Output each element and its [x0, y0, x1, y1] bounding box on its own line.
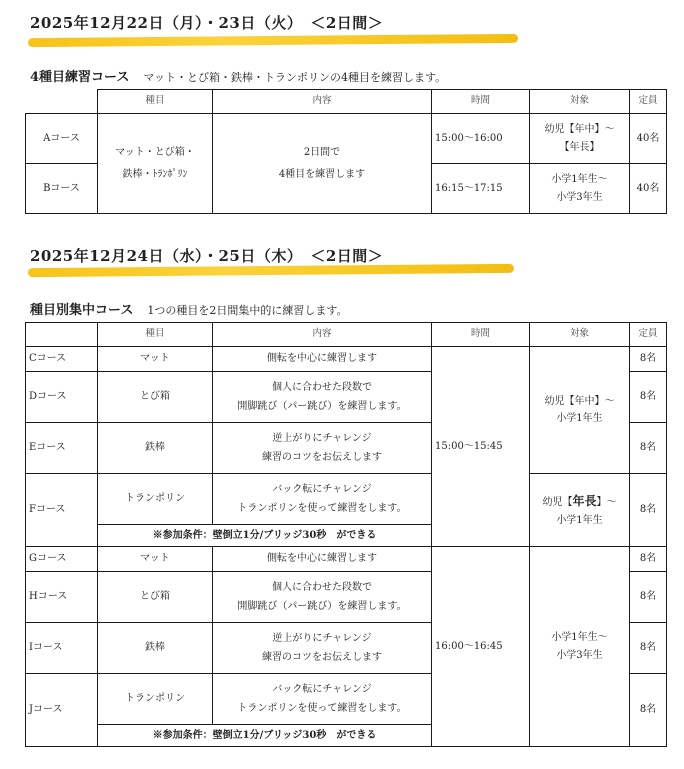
- course-j: Jコース: [26, 674, 98, 747]
- content-d-line-1: 個人に合わせた段数で: [272, 381, 372, 393]
- header-content: 内容: [213, 90, 432, 114]
- section1-subhead: [30, 66, 446, 85]
- section2-header-row: [26, 323, 667, 347]
- content-f-line-2: トランポリンを使って練習をします。: [237, 503, 407, 514]
- event-g: マット: [98, 547, 213, 572]
- header-time: 時間: [432, 90, 530, 114]
- time-a: 15:00～16:00: [432, 114, 530, 164]
- event-c: マット: [98, 347, 213, 372]
- section1-header-row: [26, 90, 667, 114]
- header-capacity: 定員: [630, 90, 667, 114]
- content-h: [213, 572, 432, 623]
- content-j-line-1: バック転にチャレンジ: [272, 683, 372, 695]
- event-e: 鉄棒: [98, 423, 213, 474]
- content-f: [213, 474, 432, 525]
- content-d-line-2: 開脚跳び（パー跳び）を練習します。: [237, 401, 407, 412]
- capacity-e: 8名: [630, 423, 667, 474]
- target-f-line-2: 小学1年生: [556, 514, 603, 526]
- section2-subhead: [30, 299, 347, 318]
- content-cell: [213, 114, 432, 214]
- target-cde-line-1: 幼児【年中】～: [544, 395, 615, 407]
- target-a: [530, 114, 630, 164]
- content-h-line-2: 開脚跳び（パー跳び）を練習します。: [237, 601, 407, 612]
- capacity-h: 8名: [630, 572, 667, 623]
- target-a-line-1: 幼児【年中】～: [544, 124, 615, 135]
- content-g: 側転を中心に練習します: [213, 547, 432, 572]
- target-group-b-line-1: 小学1年生～: [551, 632, 608, 643]
- content-line-1: 2日間で: [303, 146, 341, 158]
- target-f: [530, 474, 630, 547]
- target-group-b-line-2: 小学3年生: [556, 649, 603, 661]
- target-b: [530, 164, 630, 214]
- course-b: Bコース: [26, 164, 98, 214]
- time-group-b: 16:00～16:45: [432, 547, 530, 747]
- content-e-line-1: 逆上がりにチャレンジ: [272, 432, 372, 444]
- header-course: [26, 90, 98, 114]
- section1-highlight: [28, 34, 518, 47]
- event-i: 鉄棒: [98, 623, 213, 674]
- event-h: とび箱: [98, 572, 213, 623]
- header-course: [26, 323, 98, 347]
- condition-note-f: ※参加条件：壁倒立1分/ブリッジ30秒 ができる: [98, 525, 432, 547]
- content-d: [213, 372, 432, 423]
- time-b: 16:15～17:15: [432, 164, 530, 214]
- target-cde-line-2: 小学1年生: [556, 413, 603, 424]
- header-target: 対象: [530, 323, 630, 347]
- target-f-line-1: [530, 493, 629, 510]
- content-j: [213, 674, 432, 725]
- content-i-line-2: 練習のコツをお伝えします: [262, 652, 382, 663]
- header-capacity: 定員: [630, 323, 667, 347]
- condition-note-j: ※参加条件：壁倒立1分/ブリッジ30秒 ができる: [98, 725, 432, 747]
- section2-desc: 1つの種目を2日間集中的に練習します。: [147, 304, 348, 317]
- capacity-d: 8名: [630, 372, 667, 423]
- section1-heading: 2025年12月22日（月）・23日（火） ＜2日間＞: [30, 14, 384, 32]
- event-d: とび箱: [98, 372, 213, 423]
- event-line-1: マット・とび箱・: [115, 146, 195, 158]
- course-g: Gコース: [26, 547, 98, 572]
- section1-title: 4種目練習コース: [30, 70, 130, 85]
- target-group-b: [530, 547, 630, 747]
- capacity-i: 8名: [630, 623, 667, 674]
- capacity-g: 8名: [630, 547, 667, 572]
- table-row: [26, 474, 667, 525]
- capacity-j: 8名: [630, 674, 667, 747]
- course-h: Hコース: [26, 572, 98, 623]
- content-i: [213, 623, 432, 674]
- header-event: 種目: [98, 90, 213, 114]
- content-f-line-1: バック転にチャレンジ: [272, 483, 372, 495]
- header-content: 内容: [213, 323, 432, 347]
- content-e-line-2: 練習のコツをお伝えします: [262, 452, 382, 463]
- capacity-f: 8名: [630, 474, 667, 547]
- course-a: Aコース: [26, 114, 98, 164]
- content-h-line-1: 個人に合わせた段数で: [272, 581, 372, 593]
- section2-table: [25, 322, 667, 747]
- event-cell: [98, 114, 213, 214]
- target-b-line-1: 小学1年生～: [551, 174, 608, 185]
- course-c: Cコース: [26, 347, 98, 372]
- course-e: Eコース: [26, 423, 98, 474]
- section1-desc: マット・とび箱・鉄棒・トランポリンの4種目を練習します。: [143, 71, 447, 84]
- time-group-a: 15:00～15:45: [432, 347, 530, 547]
- target-f-pre: 幼児【: [542, 497, 573, 508]
- content-j-line-2: トランポリンを使って練習をします。: [237, 703, 407, 714]
- header-event: 種目: [98, 323, 213, 347]
- section1-table: [25, 89, 667, 214]
- section2-title: 種目別集中コース: [30, 303, 134, 318]
- target-b-line-2: 小学3年生: [556, 191, 603, 203]
- table-row: [26, 347, 667, 372]
- table-row: [26, 547, 667, 572]
- event-j: トランポリン: [98, 674, 213, 725]
- target-f-post: 】～: [596, 497, 617, 508]
- event-f: トランポリン: [98, 474, 213, 525]
- header-target: 対象: [530, 90, 630, 114]
- target-f-big: 年長: [572, 494, 597, 508]
- content-line-2: 4種目を練習します: [278, 169, 366, 180]
- content-e: [213, 423, 432, 474]
- content-i-line-1: 逆上がりにチャレンジ: [272, 632, 372, 644]
- course-f: Fコース: [26, 474, 98, 547]
- target-cde: [530, 347, 630, 474]
- target-a-line-2: 【年長】: [559, 141, 600, 153]
- content-c: 側転を中心に練習します: [213, 347, 432, 372]
- course-d: Dコース: [26, 372, 98, 423]
- section2-heading: 2025年12月24日（水）・25日（木） ＜2日間＞: [30, 247, 384, 265]
- table-row: [26, 114, 667, 164]
- header-time: 時間: [432, 323, 530, 347]
- capacity-a: 40名: [630, 114, 667, 164]
- capacity-c: 8名: [630, 347, 667, 372]
- capacity-b: 40名: [630, 164, 667, 214]
- event-line-2: 鉄棒・ﾄﾗﾝﾎﾟﾘﾝ: [122, 169, 188, 180]
- course-i: Iコース: [26, 623, 98, 674]
